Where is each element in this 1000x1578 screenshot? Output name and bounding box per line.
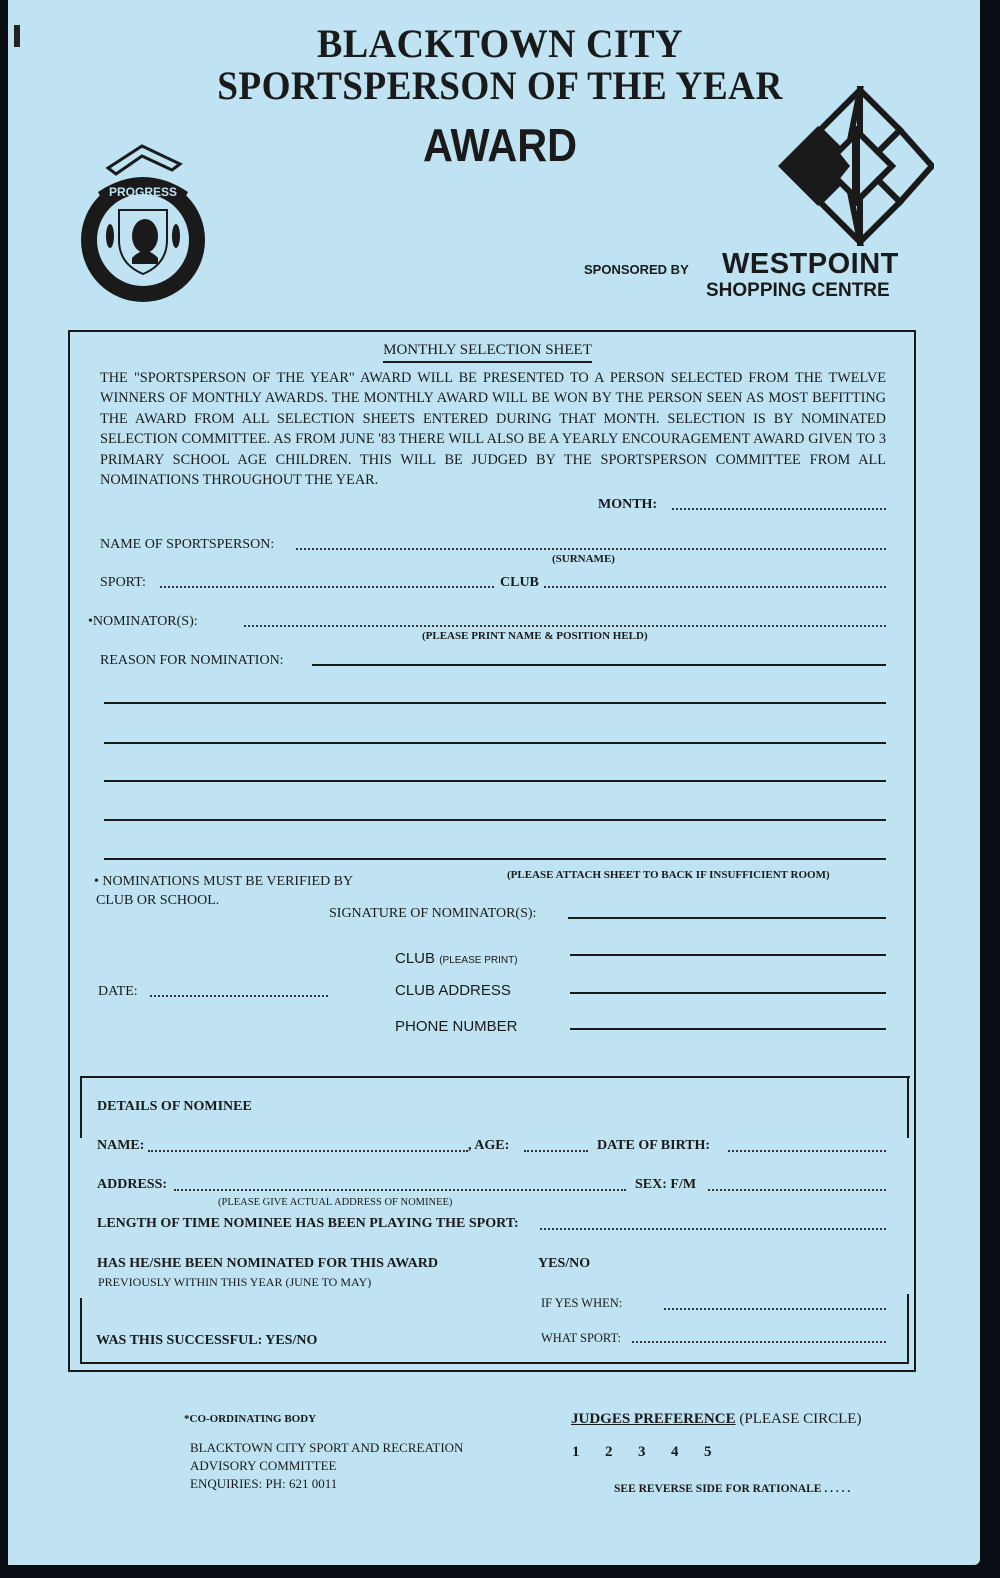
nominator-label: •NOMINATOR(S):	[88, 614, 198, 629]
title-line-1: BLACKTOWN CITY	[317, 21, 683, 66]
nominator-hint: (PLEASE PRINT NAME & POSITION HELD)	[422, 630, 648, 642]
month-label: MONTH:	[598, 497, 658, 512]
date-field[interactable]	[150, 995, 328, 997]
svg-text:PROGRESS: PROGRESS	[108, 185, 178, 199]
judges-preference	[571, 1411, 861, 1428]
coordinating-line-1: BLACKTOWN CITY SPORT AND RECREATION	[190, 1440, 464, 1455]
prev-question-line-1: HAS HE/SHE BEEN NOMINATED FOR THIS AWARD	[97, 1256, 438, 1271]
club-address-field[interactable]	[570, 992, 886, 994]
signature-label: SIGNATURE OF NOMINATOR(S):	[329, 906, 537, 921]
nominee-name-field[interactable]	[148, 1150, 468, 1152]
enquiries-phone: ENQUIRIES: PH: 621 0011	[190, 1476, 338, 1491]
address-hint: (PLEASE GIVE ACTUAL ADDRESS OF NOMINEE)	[218, 1197, 453, 1208]
phone-field[interactable]	[570, 1028, 886, 1030]
reason-line-4[interactable]	[104, 780, 886, 782]
what-sport-field[interactable]	[632, 1341, 886, 1343]
sport-field[interactable]	[160, 586, 494, 588]
reason-line-6[interactable]	[104, 858, 886, 860]
judges-preference-hint: (PLEASE CIRCLE)	[739, 1411, 862, 1427]
reverse-side-note: SEE REVERSE SIDE FOR RATIONALE . . . . .	[614, 1483, 851, 1495]
westpoint-diamond-arrows-icon	[778, 86, 934, 246]
judges-options	[572, 1444, 737, 1461]
council-crest-icon	[72, 140, 214, 302]
club-print-field[interactable]	[570, 954, 886, 956]
box-border	[907, 1076, 909, 1138]
successful-label[interactable]: WAS THIS SUCCESSFUL: YES/NO	[96, 1333, 318, 1348]
club-address-label: CLUB ADDRESS	[395, 982, 511, 999]
page-edge-mark	[14, 25, 20, 47]
coordinating-line-2: ADVISORY COMMITTEE	[190, 1458, 337, 1473]
age-field[interactable]	[524, 1150, 588, 1152]
signature-field[interactable]	[568, 917, 886, 919]
coordinating-body-label: *CO-ORDINATING BODY	[184, 1413, 317, 1425]
title-award: AWARD	[422, 119, 578, 171]
sponsor-subtitle: SHOPPING CENTRE	[706, 280, 890, 301]
verify-note-line-2: CLUB OR SCHOOL.	[96, 893, 220, 908]
reason-line-2[interactable]	[104, 702, 886, 704]
sport-label: SPORT:	[100, 575, 146, 590]
if-yes-field[interactable]	[664, 1308, 886, 1310]
judges-option-3[interactable]: 3	[638, 1444, 646, 1460]
verify-note-line-1: • NOMINATIONS MUST BE VERIFIED BY	[94, 874, 354, 889]
reason-label: REASON FOR NOMINATION:	[100, 653, 284, 668]
club-field[interactable]	[544, 586, 886, 588]
sex-label: SEX: F/M	[635, 1177, 697, 1192]
length-label: LENGTH OF TIME NOMINEE HAS BEEN PLAYING THE SPORT:	[97, 1216, 519, 1231]
judges-option-1[interactable]: 1	[572, 1444, 580, 1460]
judges-preference-label: JUDGES PREFERENCE	[571, 1411, 736, 1427]
sex-field[interactable]	[708, 1189, 886, 1191]
if-yes-label: IF YES WHEN:	[541, 1296, 623, 1310]
box-border	[80, 1298, 82, 1364]
nominee-section-title: DETAILS OF NOMINEE	[97, 1099, 252, 1114]
what-sport-label: WHAT SPORT:	[541, 1331, 622, 1345]
month-field[interactable]	[672, 508, 886, 510]
box-border	[80, 1362, 909, 1364]
prev-answer-yes-no[interactable]: YES/NO	[538, 1256, 591, 1271]
age-label: , AGE:	[468, 1138, 510, 1153]
reason-line-5[interactable]	[104, 819, 886, 821]
club-label: CLUB	[500, 575, 539, 590]
intro-paragraph: THE "SPORTSPERSON OF THE YEAR" AWARD WILL BE PRESENTED TO A PERSON SELECTED FROM THE TWELVE WINNERS OF MONTHLY AWARDS. THE MONTHLY AWARD WILL BE WON BY THE PERSON SEEN AS MOST BEFITTING THE AWARD FROM ALL SELECTION SHEETS ENTERED DURING THAT MONTH. SELECTION IS BY NOMINATED SELECTION COMMITTEE. AS FROM JUNE '83 THERE WILL ALSO BE A YEARLY ENCOURAGEMENT AWARD GIVEN TO 3 PRIMARY SCHOOL AGE CHILDREN. THIS WILL BE JUDGED BY THE SPORTSPERSON COMMITTEE FROM ALL NOMINATIONS THROUGHOUT THE YEAR.	[100, 370, 886, 489]
box-border	[907, 1294, 909, 1364]
club-print-label: CLUB (PLEASE PRINT)	[395, 950, 518, 967]
judges-option-4[interactable]: 4	[671, 1444, 679, 1460]
box-border	[80, 1076, 82, 1138]
sportsperson-name-field[interactable]	[296, 548, 886, 550]
date-label: DATE:	[98, 984, 138, 999]
judges-option-2[interactable]: 2	[605, 1444, 613, 1460]
nominator-field[interactable]	[244, 625, 886, 627]
judges-option-5[interactable]: 5	[704, 1444, 712, 1460]
length-field[interactable]	[540, 1228, 886, 1230]
sponsor-name: WESTPOINT	[722, 248, 899, 280]
dob-field[interactable]	[728, 1150, 886, 1152]
dob-label: DATE OF BIRTH:	[597, 1138, 711, 1153]
sheet-title: MONTHLY SELECTION SHEET	[0, 342, 975, 359]
reason-line-1[interactable]	[312, 664, 886, 666]
nominee-name-label: NAME:	[97, 1138, 145, 1153]
attach-sheet-note: (PLEASE ATTACH SHEET TO BACK IF INSUFFICIENT ROOM)	[507, 869, 830, 881]
sportsperson-name-label: NAME OF SPORTSPERSON:	[100, 537, 275, 552]
address-label: ADDRESS:	[97, 1177, 168, 1192]
title-line-2: SPORTSPERSON OF THE YEAR	[217, 63, 783, 108]
sponsored-by-label: SPONSORED BY	[584, 262, 689, 277]
reason-line-3[interactable]	[104, 742, 886, 744]
surname-hint: (SURNAME)	[552, 553, 615, 565]
prev-question-line-2: PREVIOUSLY WITHIN THIS YEAR (JUNE TO MAY)	[98, 1275, 372, 1289]
phone-label: PHONE NUMBER	[395, 1018, 518, 1035]
address-field[interactable]	[174, 1189, 626, 1191]
